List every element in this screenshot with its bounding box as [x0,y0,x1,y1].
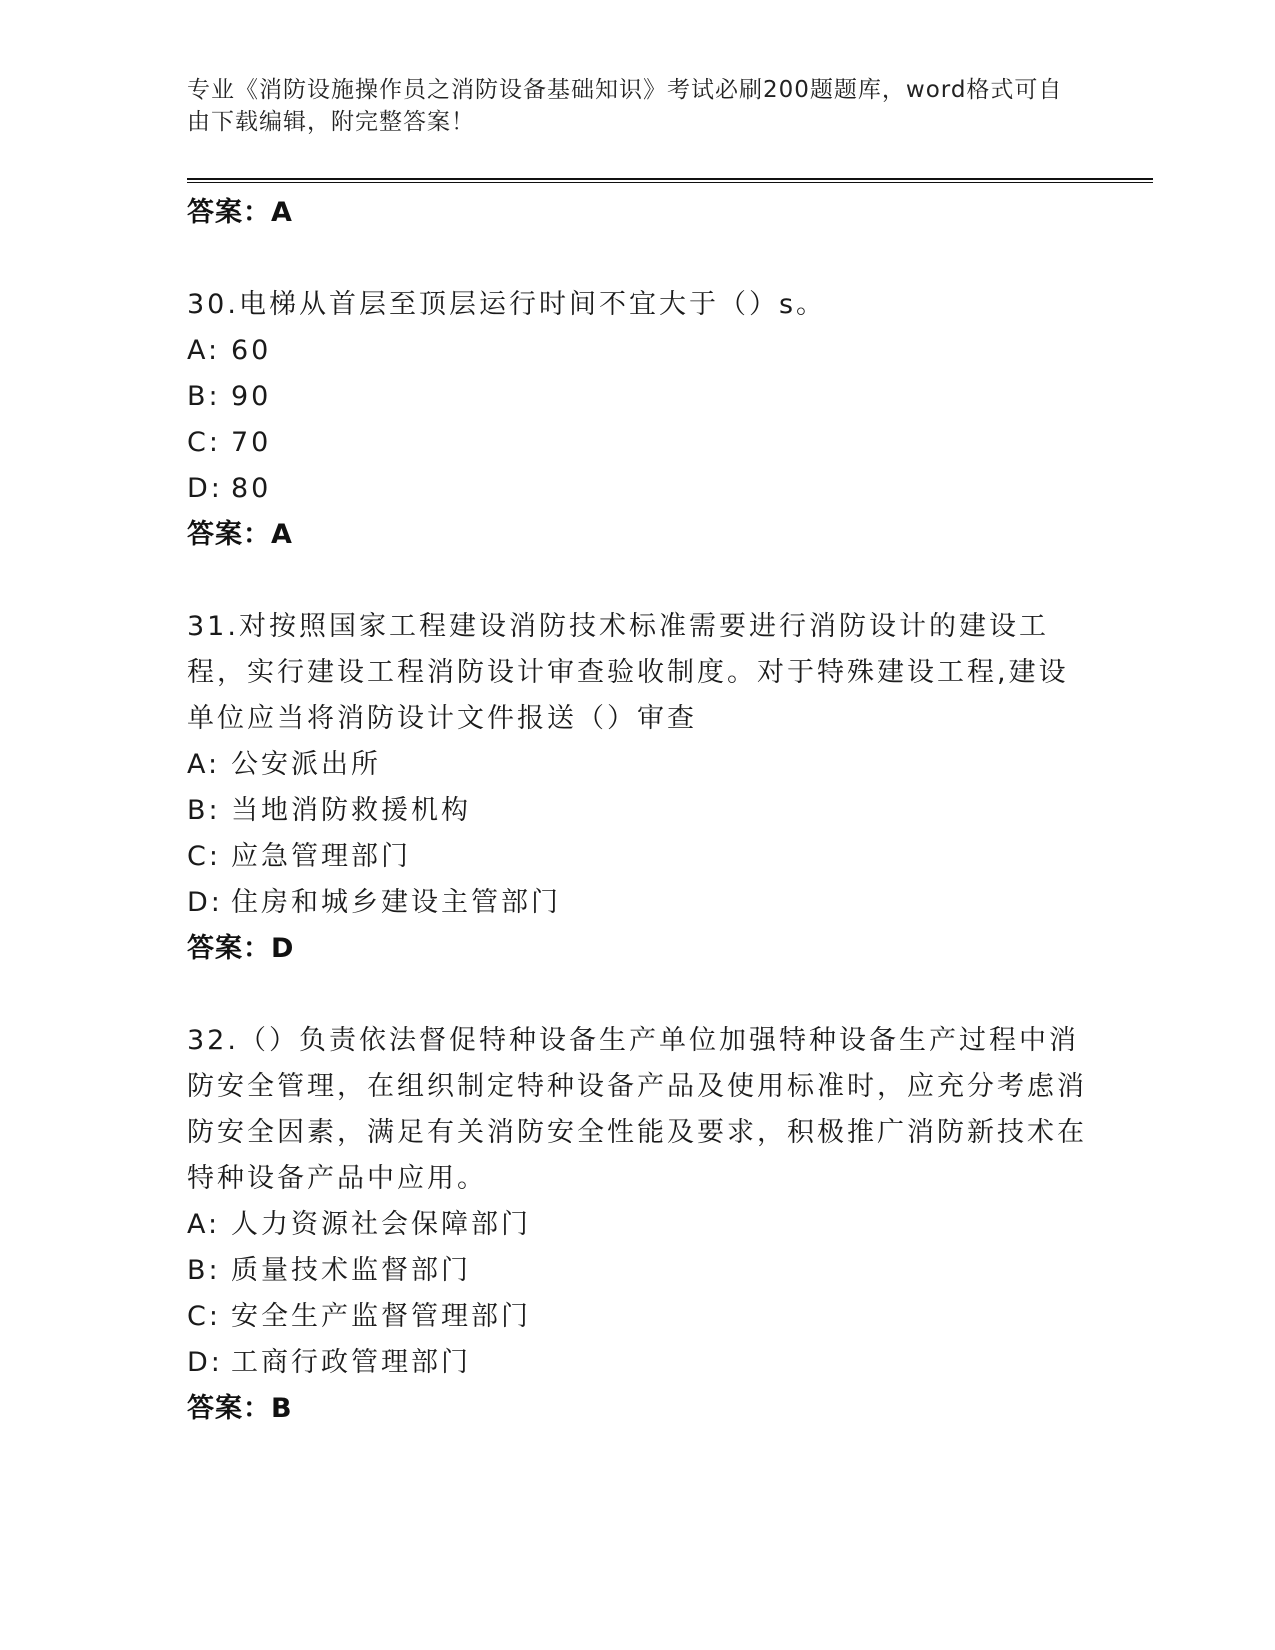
answer-line: 答案：D [187,933,295,964]
option-item [187,1248,1087,1294]
answer-line: 答案：A [187,197,293,228]
question-list [187,190,1087,1432]
spacer [187,558,1087,604]
option-item [187,834,1087,880]
option-text: 住房和城乡建设主管部门 [231,887,561,918]
option-key: A: [187,1209,221,1240]
option-text: 应急管理部门 [231,841,411,872]
answer-line: 答案：A [187,519,293,550]
question-block [187,1018,1087,1432]
option-key: C: [187,841,221,872]
option-item [187,880,1087,926]
answer-line: 答案：B [187,1393,293,1424]
question-block [187,604,1087,972]
option-key: D: [187,887,223,918]
option-key: D: [187,1347,223,1378]
option-text: 安全生产监督管理部门 [231,1301,531,1332]
option-item [187,420,1087,466]
option-key: A: [187,335,221,366]
page-header: 专业《消防设施操作员之消防设备基础知识》考试必刷200题题库，word格式可自由下载编辑，附完整答案！ [187,77,1063,135]
option-text: 60 [231,335,272,366]
option-item [187,788,1087,834]
option-text: 80 [231,473,272,504]
option-item [187,1202,1087,1248]
option-text: 70 [231,427,272,458]
option-item [187,374,1087,420]
option-item [187,1340,1087,1386]
option-key: B: [187,795,221,826]
option-text: 工商行政管理部门 [231,1347,471,1378]
option-key: B: [187,1255,221,1286]
option-key: B: [187,381,221,412]
option-key: A: [187,749,221,780]
option-item [187,742,1087,788]
question-stem: 31.对按照国家工程建设消防技术标准需要进行消防设计的建设工程，实行建设工程消防设计审查验收制度。对于特殊建设工程,建设单位应当将消防设计文件报送（）审查 [187,611,1069,734]
option-text: 90 [231,381,272,412]
option-key: C: [187,1301,221,1332]
spacer [187,972,1087,1018]
option-key: D: [187,473,223,504]
option-key: C: [187,427,221,458]
option-text: 公安派出所 [231,749,381,780]
question-stem: 30.电梯从首层至顶层运行时间不宜大于（）s。 [187,289,827,320]
option-text: 当地消防救援机构 [231,795,471,826]
option-text: 质量技术监督部门 [231,1255,471,1286]
option-item [187,1294,1087,1340]
option-text: 人力资源社会保障部门 [231,1209,531,1240]
spacer [187,236,1087,282]
option-item [187,328,1087,374]
option-item [187,466,1087,512]
question-block [187,282,1087,558]
header-divider [187,178,1153,183]
question-stem: 32.（）负责依法督促特种设备生产单位加强特种设备生产过程中消防安全管理，在组织制定特种设备产品及使用标准时，应充分考虑消防安全因素，满足有关消防安全性能及要求，积极推广消防新技术在特种设备产品中应用。 [187,1025,1087,1194]
